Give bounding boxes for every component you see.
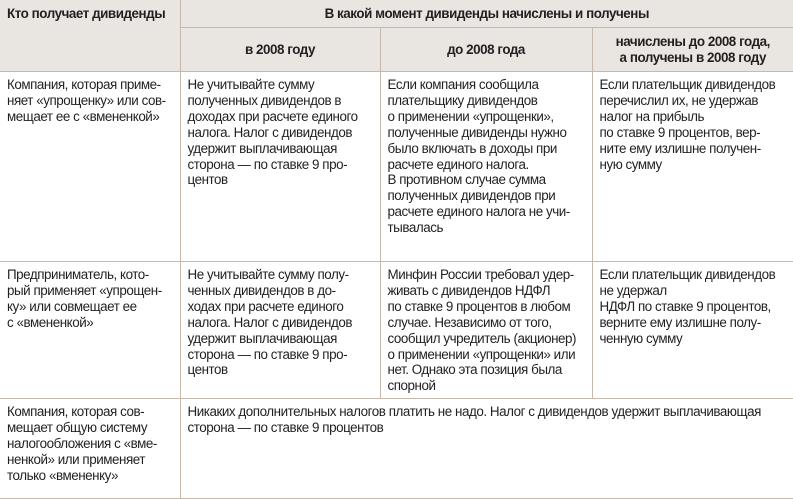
header-col-before-2008: до 2008 года	[380, 28, 592, 72]
table-cell: Если плательщик дивидендов не удержал НДФЛ по ставке 9 процентов, верните ему излишне полу- ченную сумму	[592, 262, 793, 399]
table-row	[0, 262, 793, 399]
header-who: Кто получает дивиденды	[0, 0, 180, 72]
row-who: Компания, которая сов- мещает общую систему налогообложения с «вме- ненкой» или применяет только «вмененку»	[0, 399, 180, 499]
table-row	[0, 72, 793, 262]
header-col-accrued-before-received-2008: начислены до 2008 года, а получены в 2008 году	[592, 28, 793, 72]
row-who: Предприниматель, кото- рый применяет «упрощен- ку» или совмещает ее с «вмененкой»	[0, 262, 180, 399]
header-when: В какой момент дивиденды начислены и получены	[180, 0, 793, 28]
table-cell: Минфин России требовал удер- живать с дивидендов НДФЛ по ставке 9 процентов в любом случае. Независимо от того, сообщил учредитель (акционер) о применении «упрощенки» или нет. Однако эта позиция была спорной	[380, 262, 592, 399]
header-row	[0, 0, 793, 28]
table-cell: Если плательщик дивидендов перечислил их, не удержав налог на прибыль по ставке 9 процентов, вер- ните ему излишне получен- ную сумму	[592, 72, 793, 262]
table-cell: Не учитывайте сумму полу- ченных дивидендов в до- ходах при расчете единого налога. Налог с дивидендов удержит выплачивающая сторона — по ставке 9 про- центов	[180, 262, 380, 399]
table-row	[0, 399, 793, 499]
row-who: Компания, которая приме- няет «упрощенку» или сов- мещает ее с «вмененкой»	[0, 72, 180, 262]
table-cell: Не учитывайте сумму полученных дивидендов в доходах при расчете единого налога. Налог с дивидендов удержит выплачивающая сторона — по ставке 9 про- центов	[180, 72, 380, 262]
table-cell: Если компания сообщила плательщику дивидендов о применении «упрощенки», полученные дивиденды нужно было включать в доходы при расчете единого налога. В противном случае сумма полученных дивидендов при расчете единого налога не учи- тывалась	[380, 72, 592, 262]
table-cell-merged: Никаких дополнительных налогов платить не надо. Налог с дивидендов удержит выплачивающая сторона — по ставке 9 процентов	[180, 399, 793, 499]
header-col-2008: в 2008 году	[180, 28, 380, 72]
